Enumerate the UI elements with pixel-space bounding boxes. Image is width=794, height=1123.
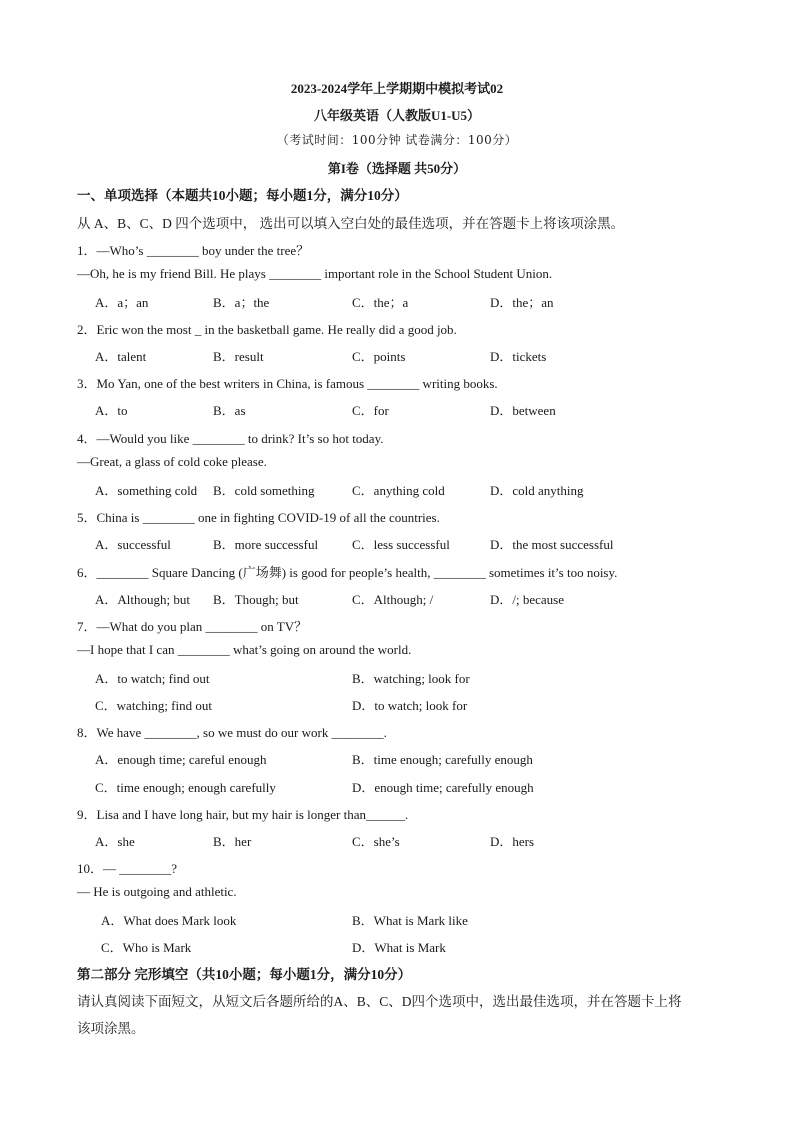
q4-option-b[interactable]: B．cold something xyxy=(213,483,315,498)
q2-option-d[interactable]: D．tickets xyxy=(490,349,547,364)
q3-option-b[interactable]: B．as xyxy=(213,403,246,418)
q7-option-c[interactable]: C．watching; find out xyxy=(95,698,212,713)
section2-instruction-line1: 请认真阅读下面短文，从短文后各题所给的A、B、C、D四个选项中，选出最佳选项，并在答题卡上将 xyxy=(77,994,682,1009)
question-1-response: —Oh, he is my friend Bill. He plays ________ important role in the School Student Union. xyxy=(77,266,553,281)
q6-option-d[interactable]: D．/; because xyxy=(490,592,565,607)
q8-option-b[interactable]: B．time enough; carefully enough xyxy=(352,752,533,767)
q5-option-c[interactable]: C．less successful xyxy=(352,537,450,552)
question-4-response: —Great, a glass of cold coke please. xyxy=(77,454,267,469)
q8-option-d[interactable]: D．enough time; carefully enough xyxy=(352,780,534,795)
q1-option-b[interactable]: B．a；the xyxy=(213,295,270,310)
question-7-stem: 7．—What do you plan ________ on TV？ xyxy=(77,619,308,634)
q5-option-d[interactable]: D．the most successful xyxy=(490,537,614,552)
q5-option-a[interactable]: A．successful xyxy=(95,537,171,552)
question-7-response: —I hope that I can ________ what’s going on around the world. xyxy=(77,642,412,657)
section2-heading: 第二部分 完形填空（共10小题；每小题1分，满分10分） xyxy=(77,967,412,982)
q1-option-d[interactable]: D．the；an xyxy=(490,295,554,310)
q7-option-a[interactable]: A．to watch; find out xyxy=(95,671,210,686)
q9-option-b[interactable]: B．her xyxy=(213,834,252,849)
q1-option-a[interactable]: A．a；an xyxy=(95,295,149,310)
q6-option-b[interactable]: B．Though; but xyxy=(213,592,299,607)
question-6-stem: 6．________ Square Dancing (广场舞) is good for people’s health, ________ sometimes it’s too noisy. xyxy=(77,565,618,580)
question-3-stem: 3．Mo Yan, one of the best writers in China, is famous ________ writing books. xyxy=(77,376,498,391)
exam-title: 2023-2024学年上学期期中模拟考试02 xyxy=(290,81,504,96)
question-10-stem: 10．— ________? xyxy=(77,861,178,876)
question-9-stem: 9．Lisa and I have long hair, but my hair is longer than______. xyxy=(77,807,409,822)
q6-option-a[interactable]: A．Although; but xyxy=(95,592,190,607)
q10-option-b[interactable]: B．What is Mark like xyxy=(352,913,468,928)
section1-instruction: 从 A、B、C、D 四个选项中， 选出可以填入空白处的最佳选项，并在答题卡上将该项涂黑。 xyxy=(77,216,625,231)
exam-subtitle: 八年级英语（人教版U1-U5） xyxy=(313,108,481,123)
q3-option-d[interactable]: D．between xyxy=(490,403,556,418)
question-10-response: — He is outgoing and athletic. xyxy=(77,884,237,899)
q4-option-a[interactable]: A．something cold xyxy=(95,483,198,498)
section1-heading: 一、单项选择（本题共10小题；每小题1分，满分10分） xyxy=(77,188,408,203)
section2-instruction-line2: 该项涂黑。 xyxy=(77,1021,145,1036)
q8-option-a[interactable]: A．enough time; careful enough xyxy=(95,752,267,767)
question-1-stem: 1．—Who’s ________ boy under the tree？ xyxy=(77,243,310,258)
volume-heading: 第I卷（选择题 共50分） xyxy=(327,161,467,176)
question-8-stem: 8．We have ________, so we must do our work ________. xyxy=(77,725,387,740)
q5-option-b[interactable]: B．more successful xyxy=(213,537,319,552)
q10-option-c[interactable]: C．Who is Mark xyxy=(101,940,192,955)
q9-option-a[interactable]: A．she xyxy=(95,834,135,849)
q2-option-c[interactable]: C．points xyxy=(352,349,406,364)
question-2-stem: 2．Eric won the most _ in the basketball game. He really did a good job. xyxy=(77,322,457,337)
q7-option-d[interactable]: D．to watch; look for xyxy=(352,698,468,713)
question-4-stem: 4．—Would you like ________ to drink? It’s so hot today. xyxy=(77,431,384,446)
q7-option-b[interactable]: B．watching; look for xyxy=(352,671,470,686)
q10-option-a[interactable]: A．What does Mark look xyxy=(101,913,237,928)
q8-option-c[interactable]: C．time enough; enough carefully xyxy=(95,780,276,795)
q9-option-c[interactable]: C．she’s xyxy=(352,834,400,849)
q3-option-c[interactable]: C．for xyxy=(352,403,389,418)
q9-option-d[interactable]: D．hers xyxy=(490,834,535,849)
q4-option-d[interactable]: D．cold anything xyxy=(490,483,584,498)
q4-option-c[interactable]: C．anything cold xyxy=(352,483,445,498)
q10-option-d[interactable]: D．What is Mark xyxy=(352,940,446,955)
q1-option-c[interactable]: C．the；a xyxy=(352,295,409,310)
q2-option-a[interactable]: A．talent xyxy=(95,349,147,364)
q3-option-a[interactable]: A．to xyxy=(95,403,128,418)
exam-info: （考试时间：100分钟 试卷满分：100分） xyxy=(276,133,518,147)
q2-option-b[interactable]: B．result xyxy=(213,349,264,364)
question-5-stem: 5．China is ________ one in fighting COVID-19 of all the countries. xyxy=(77,510,440,525)
q6-option-c[interactable]: C．Although; / xyxy=(352,592,434,607)
